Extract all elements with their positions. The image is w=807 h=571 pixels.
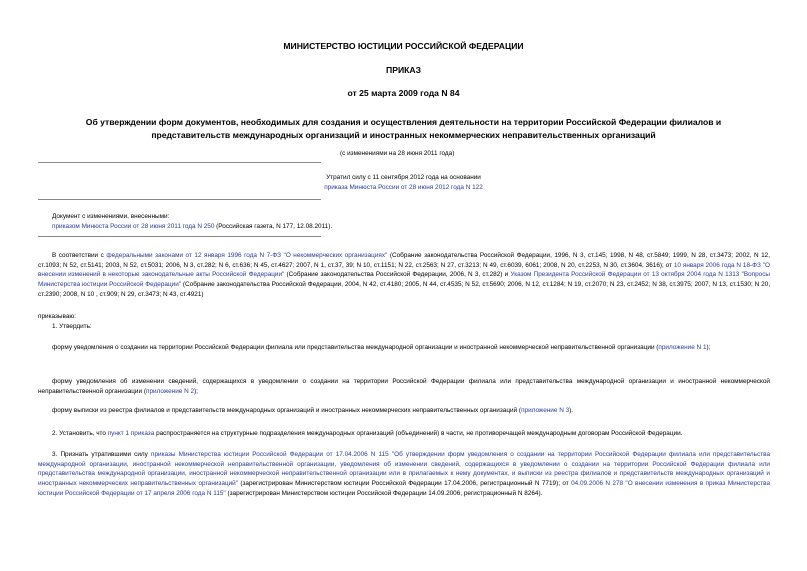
form-1-text: форму уведомления о создании на территории Российской Федерации филиала или представительства международной организации и иностранной некоммерческой неправительственной организации ( [52, 344, 659, 351]
item-3-text-3: (зарегистрирован Министерством юстиции Российской Федерации 14.09.2006, регистрационный N 8264). [225, 489, 543, 497]
preamble-paragraph [38, 251, 770, 300]
item-2-text-2: распространяется на структурные подразделения международных организаций (объединений) в части, не противоречащей международным договорам Российской Федерации. [154, 430, 683, 437]
item-3-paragraph [38, 450, 770, 499]
divider-1 [38, 162, 321, 163]
doc-date-number: от 25 марта 2009 года N 84 [347, 88, 460, 98]
repeal-order-link[interactable]: приказа Минюста России от 28 июня 2012 года N 122 [324, 183, 483, 191]
changes-source: (Российская газета, N 177, 12.08.2011). [214, 222, 333, 230]
form-2-end: ); [194, 387, 198, 395]
changes-block [52, 212, 332, 231]
amending-order-link[interactable]: приказом Минюста России от 28 июня 2011 года N 250 [52, 222, 215, 230]
federal-law-7fz-link[interactable]: федеральными законами от 12 января 1996 года N 7-ФЗ "О некоммерческих организациях" [106, 252, 388, 259]
appendix-1-link[interactable]: приложение N 1 [658, 344, 707, 351]
doc-title-line-2: представительств международных организаций и иностранных некоммерческих неправительственных организаций [151, 129, 656, 140]
changes-label: Документ с изменениями, внесенными: [52, 213, 170, 220]
item-1-heading: 1. Утвердить: [52, 323, 92, 330]
form-2-paragraph [38, 377, 770, 396]
presidential-decree-link[interactable]: Указом Президента Российской Федерации от 13 октября 2004 года N 1313 "Вопросы Министерства юстиции Российской Федерации" [38, 271, 771, 289]
appendix-3-link[interactable]: приложение N 3 [521, 407, 570, 414]
form-3-end: ). [569, 407, 574, 414]
item-2-text-1: 2. Установить, что [52, 430, 108, 437]
repealed-orders-link[interactable]: приказы Министерства юстиции Российской Федерации от 17.04.2006 N 115 "Об утверждении форм уведомления о создании на территории Российской Федерации филиала или представительства международной организации, иностранной некоммерческой неправительственной организации, уведомления об изменении сведений, содержащихся в уведомлении о создании на территории Российской Федерации филиала или представительства международной организации, иностранной некоммерческой неправительственной организации или в прилагаемых к нему документах, и выписки из реестра филиалов и представительств международных организаций и иностранных некоммерческих неправительственных организаций" [38, 451, 770, 488]
form-2-text: форму уведомления об изменении сведений, содержащихся в уведомлении о создании на территории Российской Федерации филиала или представительства международной организации и иностранной некоммерческой неправительственной организации ( [38, 378, 770, 395]
order-278-link[interactable]: 04.09.2006 N 278 "О внесении изменения в приказ Министерства юстиции Российской Федерации от 17 апреля 2006 года N 115" [38, 480, 770, 497]
order-word: приказываю: [38, 313, 76, 320]
divider-2 [38, 199, 321, 200]
clause-1-link[interactable]: пункт 1 приказа [107, 430, 155, 437]
form-3-text: форму выписки из реестра филиалов и представительств международных организаций и иностранных некоммерческих неправительственных организаций ( [52, 407, 522, 414]
divider-3 [38, 236, 321, 237]
preamble-text-2: (Собрание законодательства Российской Федерации, 1996, N 3, ст.145; 1998, N 48, ст.5849; 1999, N 28, ст.3473; 2002, N 12, ст.1093; N 52, ст.5141; 2003, N 52, ст.5031; 2006, N 3, ст.282; N 6, ст.636; N 45, ст.4627; 2007, N 1, ст.37, 39; N 10, ст.1151; N 22, ст.2563; N 27, ст.3213; N 49, ст.6039, 6061; 2008, N 20, ст.2253, N 30, ст.3604, 3616); от [38, 252, 771, 269]
appendix-2-link[interactable]: приложение N 2 [145, 387, 195, 395]
federal-law-18fz-link[interactable]: 10 января 2006 года N 18-ФЗ "О внесении изменений в некоторые законодательные акты Российской Федерации" [38, 261, 770, 279]
form-1-paragraph [38, 343, 770, 353]
preamble-text-1: В соответствии с [52, 252, 107, 259]
status-line: Утратил силу с 11 сентября 2012 года на основании [326, 174, 481, 181]
doc-title [0, 116, 807, 141]
preamble-text-4: (Собрание законодательства Российской Федерации, 2004, N 42, ст.4180; 2005, N 44, ст.4535; N 52, ст.5690; 2006, N 12, ст.1284; N 19, ст.2070; N 23, ст.2452; N 38, ст.3975; 2007, N 13, ст.1530; N 20, ст.2390; 2008, N 10 , ст.909; N 29, ст.3473; N 43, ст.4921) [38, 281, 771, 298]
ministry-heading: МИНИСТЕРСТВО ЮСТИЦИИ РОССИЙСКОЙ ФЕДЕРАЦИИ [283, 41, 524, 51]
preamble-text-3: (Собрание законодательства Российской Федерации, 2006, N 3, ст.282) и [284, 271, 511, 279]
status-block [0, 173, 807, 192]
doc-title-line-1: Об утверждении форм документов, необходимых для создания и осуществления деятельности на территории Российской Федерации филиалов и [85, 117, 722, 127]
item-3-text-2: (зарегистрирован Министерством юстиции Российской Федерации 17.04.2006, регистрационный N 7719); от [237, 480, 572, 488]
item-2-paragraph [38, 429, 770, 439]
amendment-note: (с изменениями на 28 июня 2011 года) [340, 150, 455, 157]
doc-type-heading: ПРИКАЗ [386, 65, 421, 75]
item-3-text-1: 3. Признать утратившими силу [52, 451, 151, 458]
form-3-paragraph [38, 406, 770, 416]
form-1-end: ); [706, 344, 711, 351]
